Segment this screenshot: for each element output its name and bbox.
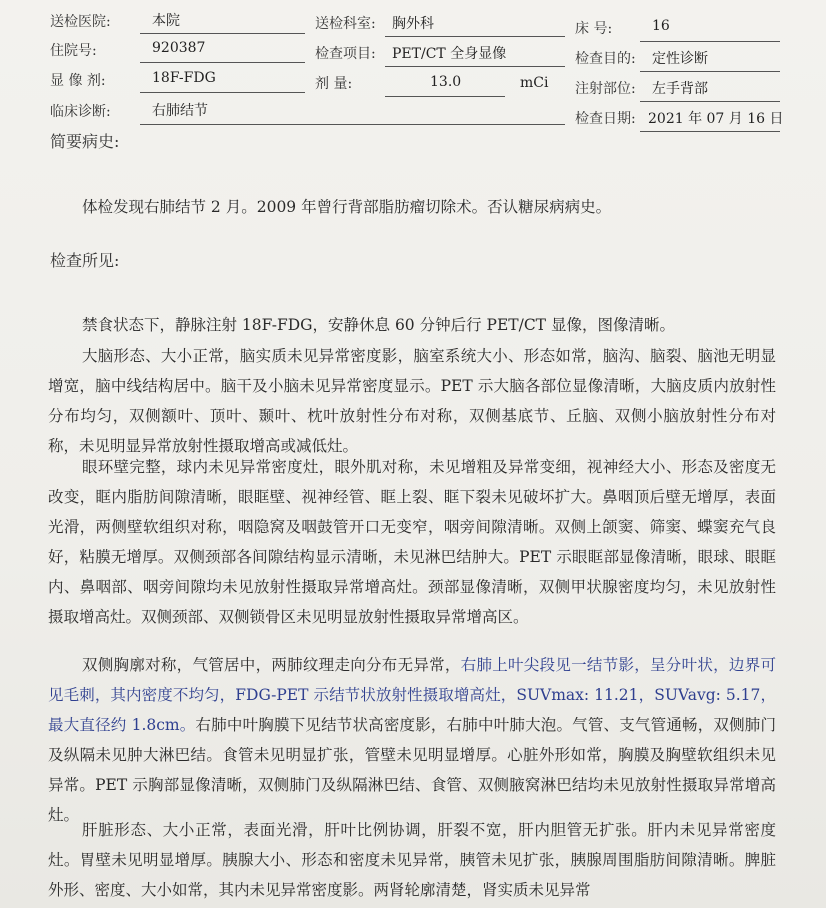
exam-date-value: 2021 年 07 月 16 日 <box>648 111 784 127</box>
agent-underline <box>140 92 305 93</box>
hospital-label: 送检医院: <box>50 14 111 30</box>
exam-purpose-value: 定性诊断 <box>652 51 708 67</box>
bed-label: 床 号: <box>575 21 613 37</box>
history-title: 简要病史: <box>50 132 120 151</box>
exam-date-underline <box>640 131 780 132</box>
chest-general: 双侧胸廓对称，气管居中，两肺纹理走向分布无异常， <box>82 656 461 674</box>
findings-paragraph-1: 禁食状态下，静脉注射 18F-FDG，安静休息 60 分钟后行 PET/CT 显像，图像清晰。 <box>82 316 675 334</box>
exam-item-underline <box>385 66 565 67</box>
findings-paragraph-2: 大脑形态、大小正常，脑实质未见异常密度影，脑室系统大小、形态如常，脑沟、脑裂、脑池无明显增宽，脑中线结构居中。脑干及小脑未见异常密度显示。PET 示大脑各部位显像清晰，大脑皮质内放射性分布均匀，双侧额叶、顶叶、颞叶、枕叶放射性分布对称，双侧基底节、丘脑、双侧小脑放射性分布对称，未见明显异常放射性摄取增高或减低灶。 <box>48 347 776 455</box>
dept-value: 胸外科 <box>392 16 434 32</box>
agent-label: 显 像 剂: <box>50 73 106 89</box>
dose-value: 13.0 <box>430 74 462 90</box>
findings-title: 检查所见: <box>50 251 120 270</box>
history-text: 体检发现右肺结节 2 月。2009 年曾行背部脂肪瘤切除术。否认糖尿病病史。 <box>82 198 612 216</box>
admission-underline <box>140 62 305 63</box>
bed-value: 16 <box>652 18 670 34</box>
exam-purpose-underline <box>640 71 780 72</box>
admission-label: 住院号: <box>50 43 97 59</box>
bed-underline <box>640 41 780 42</box>
findings-paragraph-3: 眼环壁完整，球内未见异常密度灶，眼外肌对称，未见增粗及异常变细，视神经大小、形态及密度无改变，眶内脂肪间隙清晰，眼眶壁、视神经管、眶上裂、眶下裂未见破坏扩大。鼻咽顶后壁无增厚，表面光滑，两侧壁软组织对称，咽隐窝及咽鼓管开口无变窄，咽旁间隙清晰。双侧上颌窦、筛窦、蝶窦充气良好，粘膜无增厚。双侧颈部各间隙结构显示清晰，未见淋巴结肿大。PET 示眼眶部显像清晰，眼球、眼眶内、鼻咽部、咽旁间隙均未见放射性摄取异常增高灶。颈部显像清晰，双侧甲状腺密度均匀，未见放射性摄取增高灶。双侧颈部、双侧锁骨区未见明显放射性摄取异常增高区。 <box>48 458 776 626</box>
clinical-dx-underline <box>140 124 565 125</box>
dept-underline <box>385 36 565 37</box>
chest-other: 右肺中叶胸膜下见结节状高密度影，右肺中叶肺大泡。气管、支气管通畅，双侧肺门及纵隔未见肿大淋巴结。食管未见明显扩张，管壁未见明显增厚。心脏外形如常，胸膜及胸壁软组织未见异常。PET 示胸部显像清晰，双侧肺门及纵隔淋巴结、食管、双侧腋窝淋巴结均未见放射性摄取异常增高灶。 <box>48 716 776 824</box>
injection-site-value: 左手背部 <box>652 81 708 97</box>
injection-site-label: 注射部位: <box>575 81 636 97</box>
admission-value: 920387 <box>152 40 206 56</box>
dose-label: 剂 量: <box>315 76 353 92</box>
exam-item-value: PET/CT 全身显像 <box>392 46 507 62</box>
hospital-underline <box>140 33 305 34</box>
findings-paragraph-5: 肝脏形态、大小正常，表面光滑，肝叶比例协调，肝裂不宽，肝内胆管无扩张。肝内未见异常密度灶。胃壁未见明显增厚。胰腺大小、形态和密度未见异常，胰管未见扩张，胰腺周围脂肪间隙清晰。脾脏外形、密度、大小如常，其内未见异常密度影。两肾轮廓清楚，肾实质未见异常 <box>48 821 776 899</box>
exam-purpose-label: 检查目的: <box>575 51 636 67</box>
dose-unit: mCi <box>520 75 549 91</box>
findings-paragraph-4 <box>48 650 776 830</box>
exam-date-label: 检查日期: <box>575 111 636 127</box>
nodule-description: 右肺上叶尖段见一结节影，呈分叶状，边界可见毛刺，其内密度不均匀，FDG-PET 示结节状放射性摄取增高灶，SUVmax: 11.21，SUVavg: 5.17，最大直径约 1.8cm。 <box>48 656 776 734</box>
injection-site-underline <box>640 101 780 102</box>
dept-label: 送检科室: <box>315 16 376 32</box>
clinical-dx-label: 临床诊断: <box>50 104 111 120</box>
hospital-value: 本院 <box>152 13 180 29</box>
exam-item-label: 检查项目: <box>315 46 376 62</box>
agent-value: 18F-FDG <box>152 70 216 86</box>
clinical-dx-value: 右肺结节 <box>152 103 208 119</box>
dose-underline <box>385 96 505 97</box>
